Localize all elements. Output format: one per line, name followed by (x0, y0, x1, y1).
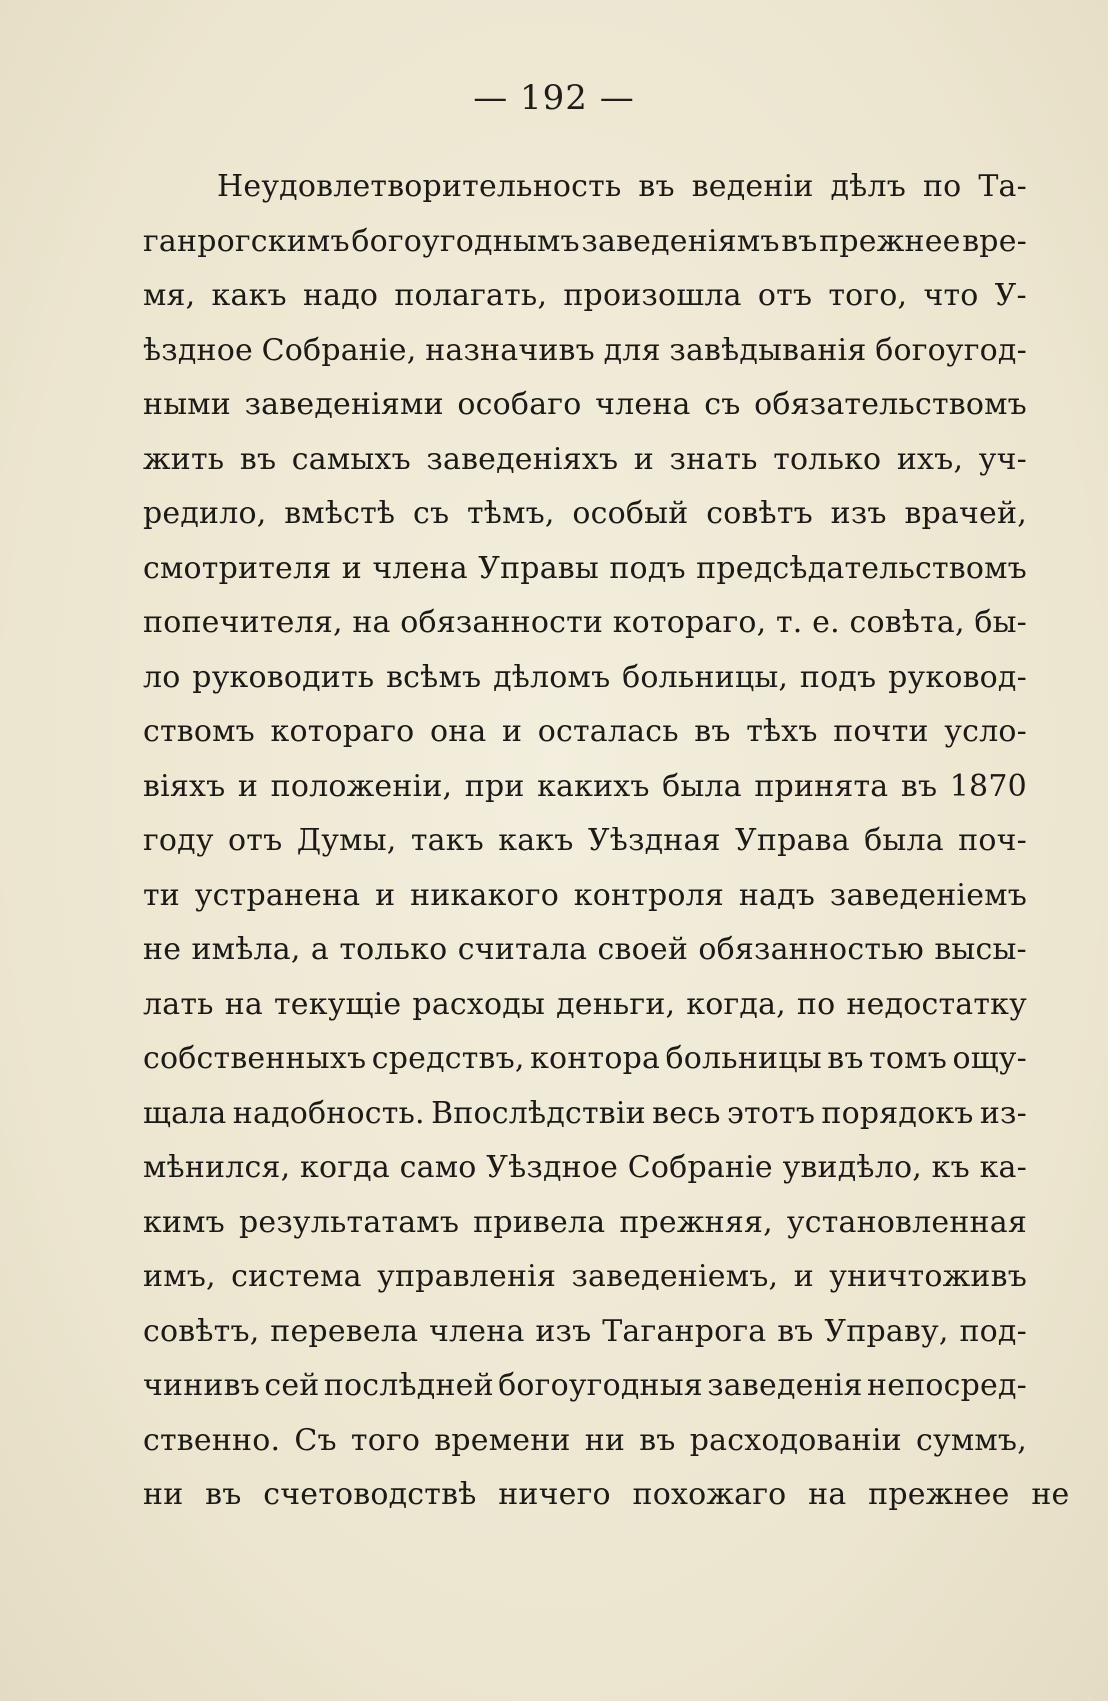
text-line (143, 378, 1027, 433)
word: была (864, 823, 944, 858)
text-line (143, 923, 1027, 978)
word: изъ (830, 496, 887, 531)
word: на (352, 605, 391, 640)
word: а (310, 932, 330, 967)
word: устранена (194, 877, 361, 913)
word: когда, (686, 986, 786, 1022)
word: ганрогскимъ (143, 223, 350, 259)
word: всѣмъ (386, 659, 482, 695)
text-line (143, 542, 1027, 597)
text-line (143, 1250, 1027, 1305)
word: управленія (377, 1259, 557, 1294)
word: дѣлъ (830, 169, 907, 204)
word: смотрителя (143, 550, 332, 586)
word: весь (652, 1095, 721, 1131)
word: усло- (944, 714, 1027, 749)
word: въ (239, 441, 277, 477)
word: собственныхъ (143, 1041, 367, 1076)
word: привела (473, 1204, 606, 1240)
page-number: — 192 — (473, 78, 635, 118)
word: надо (302, 278, 379, 313)
word: котораго (270, 714, 415, 749)
word: богоугоднымъ (351, 223, 580, 259)
word: особаго (457, 387, 582, 422)
word: Уѣздное (486, 1150, 619, 1185)
word: ощу- (952, 1041, 1027, 1076)
word: жить (143, 441, 225, 477)
word: руководить (192, 659, 375, 695)
word: знать (669, 441, 758, 477)
word: произошла (563, 278, 742, 313)
word: послѣдней (323, 1368, 494, 1403)
word: лать (143, 986, 214, 1022)
word: система (231, 1259, 362, 1294)
word: въ (694, 714, 731, 749)
word: богоугодныя (498, 1368, 703, 1403)
word: бы- (974, 605, 1027, 640)
word: году (143, 823, 214, 858)
word: какъ (498, 823, 574, 858)
word: и (502, 714, 523, 749)
word: Съ (294, 1422, 337, 1458)
word: щала (143, 1095, 227, 1131)
word: принята (754, 768, 889, 804)
word: уч- (978, 441, 1027, 477)
word: назначивъ (425, 332, 595, 368)
word: имъ, (143, 1259, 216, 1294)
word: на (224, 986, 263, 1022)
word: перевела (270, 1313, 419, 1349)
word: Управы (478, 550, 599, 586)
word: положеніи, (270, 768, 453, 804)
text-line (143, 651, 1027, 706)
text-line (143, 1141, 1027, 1196)
word: высы- (934, 932, 1027, 967)
word: увидѣло, (782, 1150, 922, 1185)
word: по (922, 169, 962, 204)
word: ствомъ (143, 714, 255, 749)
word: богоугод- (875, 332, 1027, 368)
word: ни (584, 1422, 626, 1458)
word: этотъ (727, 1095, 816, 1131)
word: почти (833, 714, 929, 749)
word: того, (828, 278, 908, 313)
word: результатамъ (238, 1204, 460, 1240)
word: въ (777, 1313, 814, 1349)
word: къ (931, 1150, 970, 1185)
word: руковод- (888, 659, 1027, 695)
word: томъ (869, 1041, 947, 1076)
word: отъ (228, 823, 283, 858)
word: ными (143, 387, 232, 422)
word: въ (639, 1422, 676, 1458)
word: прежнее (819, 223, 961, 259)
word: контора (530, 1041, 661, 1076)
word: заведеніемъ (829, 877, 1027, 913)
word: недостатку (846, 986, 1027, 1022)
word: 1870 (949, 768, 1027, 804)
word: обязанностью (698, 932, 924, 967)
word: Таганрога (602, 1313, 767, 1349)
word: Уѣздная (587, 823, 721, 858)
word: чинивъ (143, 1368, 260, 1403)
word: больницы (665, 1041, 822, 1076)
word: тѣмъ, (467, 496, 555, 531)
word: заведеніемъ, (571, 1259, 779, 1294)
word: Собраніе, (261, 332, 417, 368)
word: самыхъ (291, 441, 411, 477)
word: подъ (799, 659, 877, 695)
text-line (143, 978, 1027, 1033)
word: веденіи (691, 169, 814, 204)
word: расходы (412, 986, 546, 1022)
word: деньги, (556, 986, 676, 1022)
word: надъ (738, 877, 816, 913)
word: обязанности (400, 605, 604, 640)
word: члена (595, 387, 691, 422)
word: дѣломъ (493, 659, 611, 695)
word: Неудовлетворительность (217, 169, 622, 204)
word: изъ (535, 1313, 592, 1349)
word: особый (572, 496, 689, 531)
text-line (143, 324, 1027, 379)
word: она (429, 714, 487, 749)
word: только (773, 441, 882, 477)
word: под- (959, 1313, 1027, 1349)
text-line (143, 160, 1027, 215)
word: въ (900, 768, 938, 804)
word: тѣхъ (746, 714, 818, 749)
word: совѣтъ (706, 496, 813, 531)
word: е. (812, 605, 840, 640)
text-line: ни въ счетоводствѣ ничего похожаго на прежнее не (143, 1477, 1070, 1512)
word: врачей, (904, 496, 1027, 531)
word: текущіе (274, 986, 402, 1022)
word: ихъ, (896, 441, 964, 477)
word: и (341, 550, 362, 586)
word: въ (781, 223, 818, 259)
word: кимъ (143, 1204, 225, 1240)
body-text (143, 160, 1070, 1523)
text-line (143, 1305, 1027, 1360)
word: надобность. (232, 1095, 425, 1131)
word: и (793, 1259, 814, 1294)
word: отъ (757, 278, 813, 313)
word: подъ (609, 550, 686, 586)
word: средствъ, (371, 1041, 525, 1076)
word: поч- (958, 823, 1027, 858)
word: мя, (143, 278, 196, 313)
word: такъ (410, 823, 484, 858)
word: что (923, 278, 979, 313)
word: редило, (143, 496, 267, 531)
word: вмѣстѣ (284, 496, 396, 531)
word: ло (143, 659, 181, 695)
word: суммъ, (915, 1422, 1027, 1458)
text-line (143, 596, 1027, 651)
word: ти (143, 877, 180, 913)
word: Собраніе (627, 1150, 773, 1185)
word: Та- (978, 169, 1027, 204)
word: заведеніями (244, 387, 444, 422)
word: котораго, (612, 605, 767, 640)
word: заведенія (707, 1368, 863, 1403)
text-line (143, 215, 1027, 270)
word: ственно. (143, 1422, 281, 1458)
text-line (143, 869, 1027, 924)
word: имѣла, (191, 932, 301, 967)
word: не (143, 932, 182, 967)
word: предсѣдательствомъ (696, 550, 1027, 586)
word: въ (827, 1041, 864, 1076)
text-line (143, 487, 1027, 542)
word: обязательствомъ (754, 387, 1027, 422)
word: заведеніямъ (581, 223, 780, 259)
word: ѣздное (143, 332, 253, 368)
word: и (633, 441, 654, 477)
word: по (796, 986, 836, 1022)
word: и (375, 877, 396, 913)
word: попечителя, (143, 605, 343, 640)
word: уничтоживъ (829, 1259, 1027, 1294)
word: контроля (573, 877, 725, 913)
text-line (143, 814, 1027, 869)
word: порядокъ (821, 1095, 974, 1131)
word: Управу, (824, 1313, 949, 1349)
word: когда (300, 1150, 390, 1185)
word: непосред- (867, 1368, 1027, 1403)
word: совѣтъ, (143, 1313, 260, 1349)
word: само (399, 1150, 477, 1185)
text-line (143, 1359, 1027, 1414)
word: времени (434, 1422, 571, 1458)
text-line (143, 1032, 1027, 1087)
word: только (339, 932, 448, 967)
word: съ (704, 387, 741, 422)
word: члена (372, 550, 468, 586)
word: осталась (537, 714, 679, 749)
word: при (464, 768, 525, 804)
text-line (143, 433, 1027, 488)
word: расходованіи (689, 1422, 902, 1458)
word: того (350, 1422, 421, 1458)
word: совѣта, (849, 605, 965, 640)
text-line (143, 269, 1027, 324)
word: больницы, (622, 659, 789, 695)
word: въ (638, 169, 675, 204)
text-line (143, 760, 1027, 815)
word: из- (979, 1095, 1027, 1131)
word: какихъ (537, 768, 650, 804)
text-line (143, 1087, 1027, 1142)
text-line (143, 1414, 1027, 1469)
word: своей (597, 932, 689, 967)
word: сей (264, 1368, 320, 1403)
word: мѣнился, (143, 1150, 291, 1185)
word: Впослѣдствіи (431, 1095, 646, 1131)
word: никакого (410, 877, 559, 913)
word: и (237, 768, 259, 804)
word: завѣдыванія (669, 332, 867, 368)
word: віяхъ (143, 768, 226, 804)
word: установленная (786, 1204, 1027, 1240)
word: члена (429, 1313, 525, 1349)
word: т. (776, 605, 803, 640)
word: была (662, 768, 742, 804)
word: У- (994, 278, 1027, 313)
word: съ (412, 496, 450, 531)
text-line (143, 705, 1027, 760)
word: заведеніяхъ (426, 441, 619, 477)
word: Думы, (296, 823, 397, 858)
word: Управа (735, 823, 850, 858)
word: полагать, (394, 278, 548, 313)
text-line (143, 1196, 1027, 1251)
word: прежняя, (619, 1204, 773, 1240)
word: вре- (962, 223, 1027, 259)
word: ка- (979, 1150, 1027, 1185)
word: считала (457, 932, 588, 967)
word: какъ (211, 278, 287, 313)
word: для (603, 332, 661, 368)
